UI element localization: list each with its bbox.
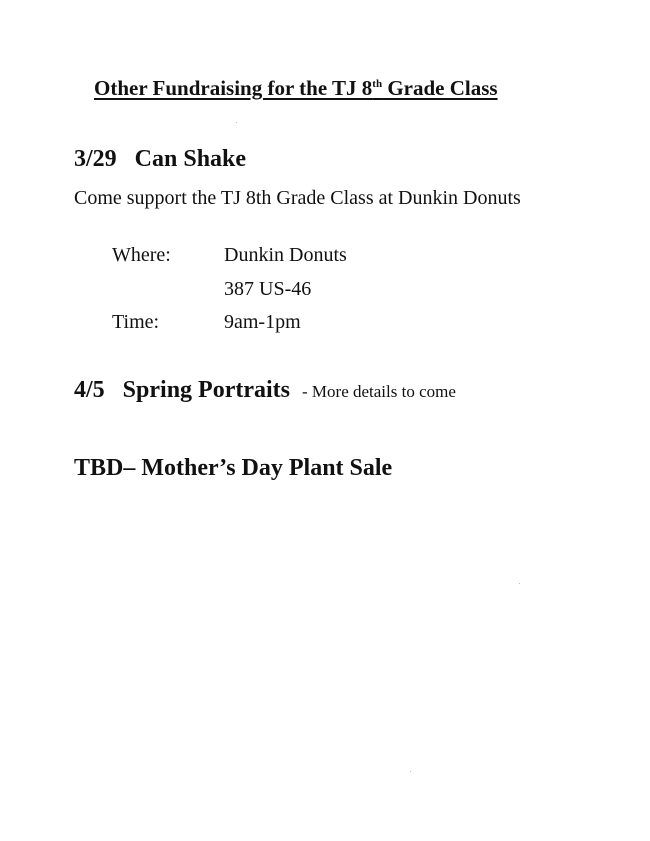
event-date: 3/29 xyxy=(74,146,117,172)
title-superscript: th xyxy=(372,78,383,90)
event-description: Come support the TJ 8th Grade Class at Dunkin Donuts xyxy=(74,187,521,209)
time-value: 9am-1pm xyxy=(224,311,301,333)
time-label: Time: xyxy=(112,311,160,333)
page-title xyxy=(94,76,498,101)
scan-speck xyxy=(519,583,520,584)
event-name: Spring Portraits xyxy=(122,377,290,403)
scan-speck xyxy=(236,122,237,123)
event-name: Mother’s Day Plant Sale xyxy=(141,455,393,481)
where-venue: Dunkin Donuts xyxy=(224,244,347,266)
event-date: TBD xyxy=(74,455,124,481)
event-heading-plant-sale xyxy=(74,455,392,482)
event-date: 4/5 xyxy=(74,377,105,403)
event-note: - More details to come xyxy=(302,382,456,401)
where-address: 387 US-46 xyxy=(224,278,312,300)
event-separator: – xyxy=(123,455,136,481)
event-heading-spring-portraits xyxy=(74,377,456,404)
where-label: Where: xyxy=(112,244,171,266)
scan-speck xyxy=(410,771,411,772)
title-main-text: Other Fundraising for the TJ 8 xyxy=(94,76,373,100)
title-end-text: Grade Class xyxy=(382,76,498,100)
event-heading-can-shake xyxy=(74,146,246,173)
event-name: Can Shake xyxy=(134,146,247,172)
